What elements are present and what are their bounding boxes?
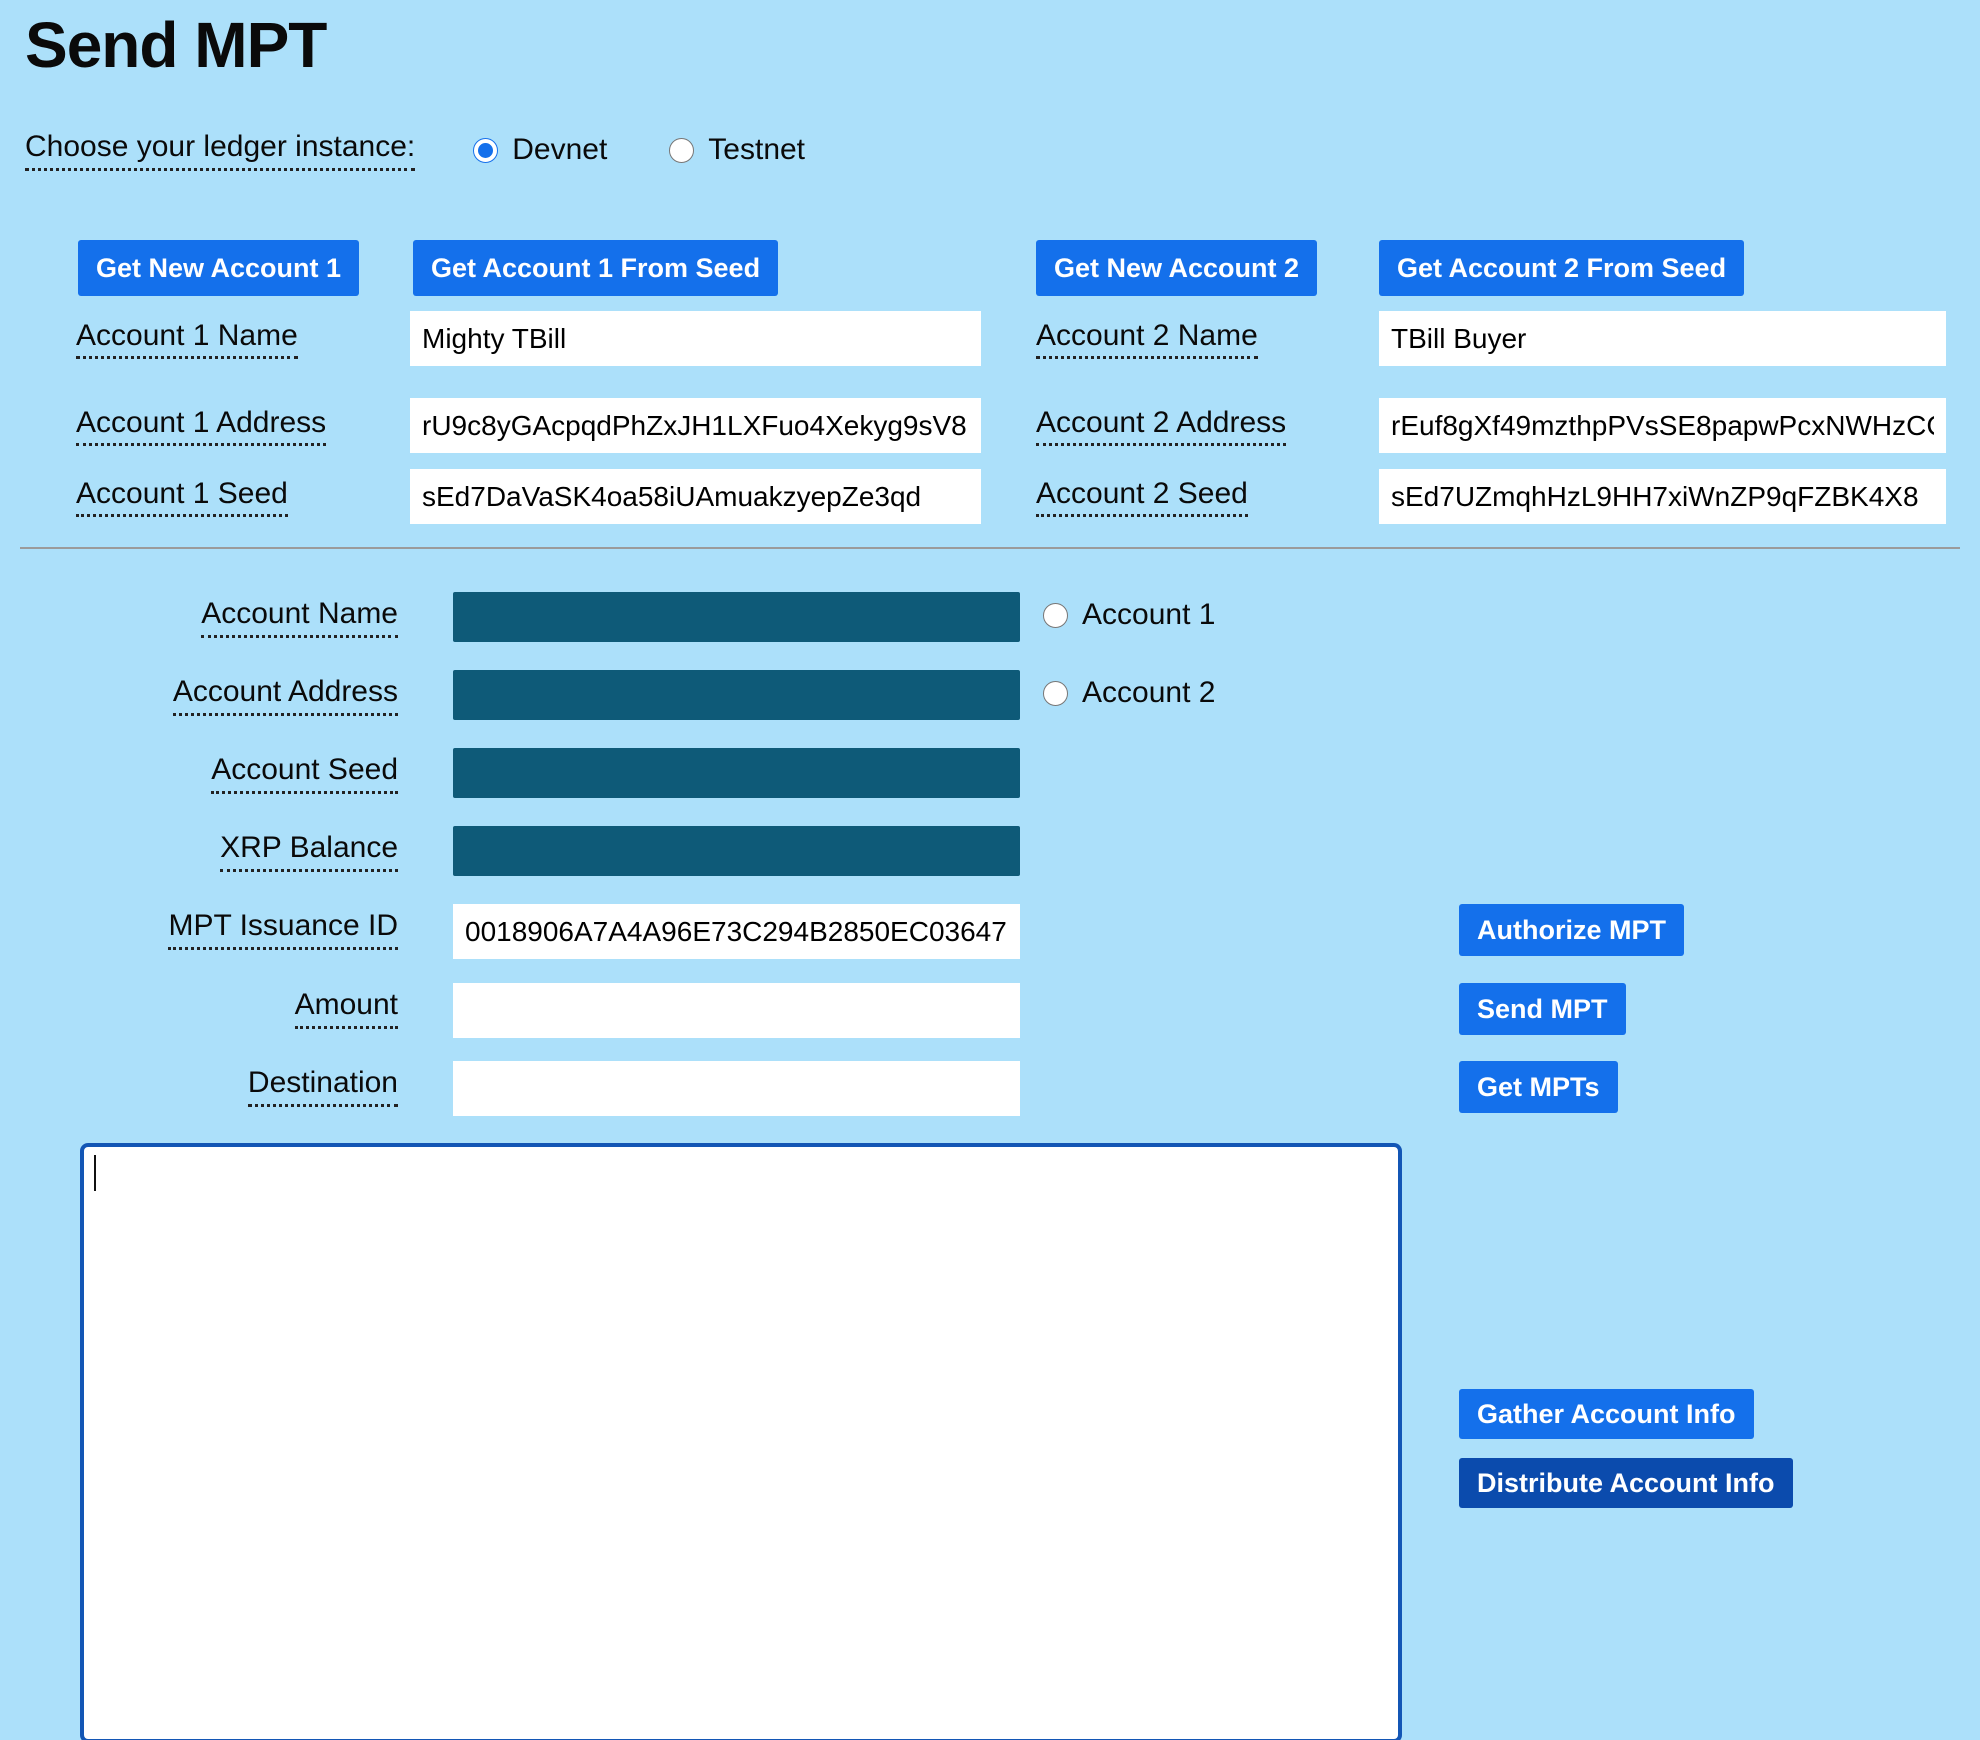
account-seed-field[interactable]: [453, 748, 1020, 798]
testnet-label: Testnet: [708, 133, 806, 166]
account2-address-input[interactable]: [1379, 398, 1946, 453]
ledger-instance-label: Choose your ledger instance:: [25, 130, 415, 171]
account1-seed-input[interactable]: [410, 469, 981, 524]
account2-name-input[interactable]: [1379, 311, 1946, 366]
results-textarea[interactable]: [80, 1143, 1402, 1740]
get-mpts-button[interactable]: Get MPTs: [1459, 1061, 1618, 1113]
destination-input[interactable]: [453, 1061, 1020, 1116]
get-account2-from-seed-button[interactable]: Get Account 2 From Seed: [1379, 240, 1744, 296]
send-mpt-button[interactable]: Send MPT: [1459, 983, 1626, 1035]
ledger-instance-row: [25, 128, 867, 172]
ledger-option-testnet[interactable]: [669, 133, 805, 167]
section-divider: [20, 547, 1960, 549]
account2-radio[interactable]: [1043, 681, 1068, 706]
account2-name-label: Account 2 Name: [1036, 311, 1258, 366]
amount-input[interactable]: [453, 983, 1020, 1038]
account-name-field[interactable]: [453, 592, 1020, 642]
account1-address-label: Account 1 Address: [76, 398, 326, 453]
account1-address-input[interactable]: [410, 398, 981, 453]
get-account1-from-seed-button[interactable]: Get Account 1 From Seed: [413, 240, 778, 296]
page-title: Send MPT: [25, 9, 327, 81]
amount-label: Amount: [40, 983, 398, 1033]
get-new-account2-button[interactable]: Get New Account 2: [1036, 240, 1317, 296]
account-name-label: Account Name: [40, 592, 398, 642]
account2-radio-label: Account 2: [1082, 676, 1216, 709]
xrp-balance-field[interactable]: [453, 826, 1020, 876]
destination-label: Destination: [40, 1061, 398, 1111]
account2-address-label: Account 2 Address: [1036, 398, 1286, 453]
devnet-label: Devnet: [512, 133, 608, 166]
ledger-option-devnet[interactable]: [473, 133, 607, 167]
account1-select-option[interactable]: [1043, 596, 1215, 634]
testnet-radio[interactable]: [669, 138, 694, 163]
mpt-issuance-id-input[interactable]: [453, 904, 1020, 959]
gather-account-info-button[interactable]: Gather Account Info: [1459, 1389, 1754, 1439]
account1-name-input[interactable]: [410, 311, 981, 366]
xrp-balance-label: XRP Balance: [40, 826, 398, 876]
authorize-mpt-button[interactable]: Authorize MPT: [1459, 904, 1684, 956]
account2-seed-label: Account 2 Seed: [1036, 469, 1248, 524]
account-address-field[interactable]: [453, 670, 1020, 720]
account2-select-option[interactable]: [1043, 674, 1215, 712]
devnet-radio[interactable]: [473, 138, 498, 163]
account-seed-label: Account Seed: [40, 748, 398, 798]
text-cursor: [94, 1155, 96, 1191]
distribute-account-info-button[interactable]: Distribute Account Info: [1459, 1458, 1793, 1508]
account2-seed-input[interactable]: [1379, 469, 1946, 524]
account1-radio-label: Account 1: [1082, 598, 1216, 631]
mpt-issuance-id-label: MPT Issuance ID: [40, 904, 398, 954]
account1-name-label: Account 1 Name: [76, 311, 298, 366]
account-address-label: Account Address: [40, 670, 398, 720]
get-new-account1-button[interactable]: Get New Account 1: [78, 240, 359, 296]
account1-seed-label: Account 1 Seed: [76, 469, 288, 524]
account1-radio[interactable]: [1043, 603, 1068, 628]
